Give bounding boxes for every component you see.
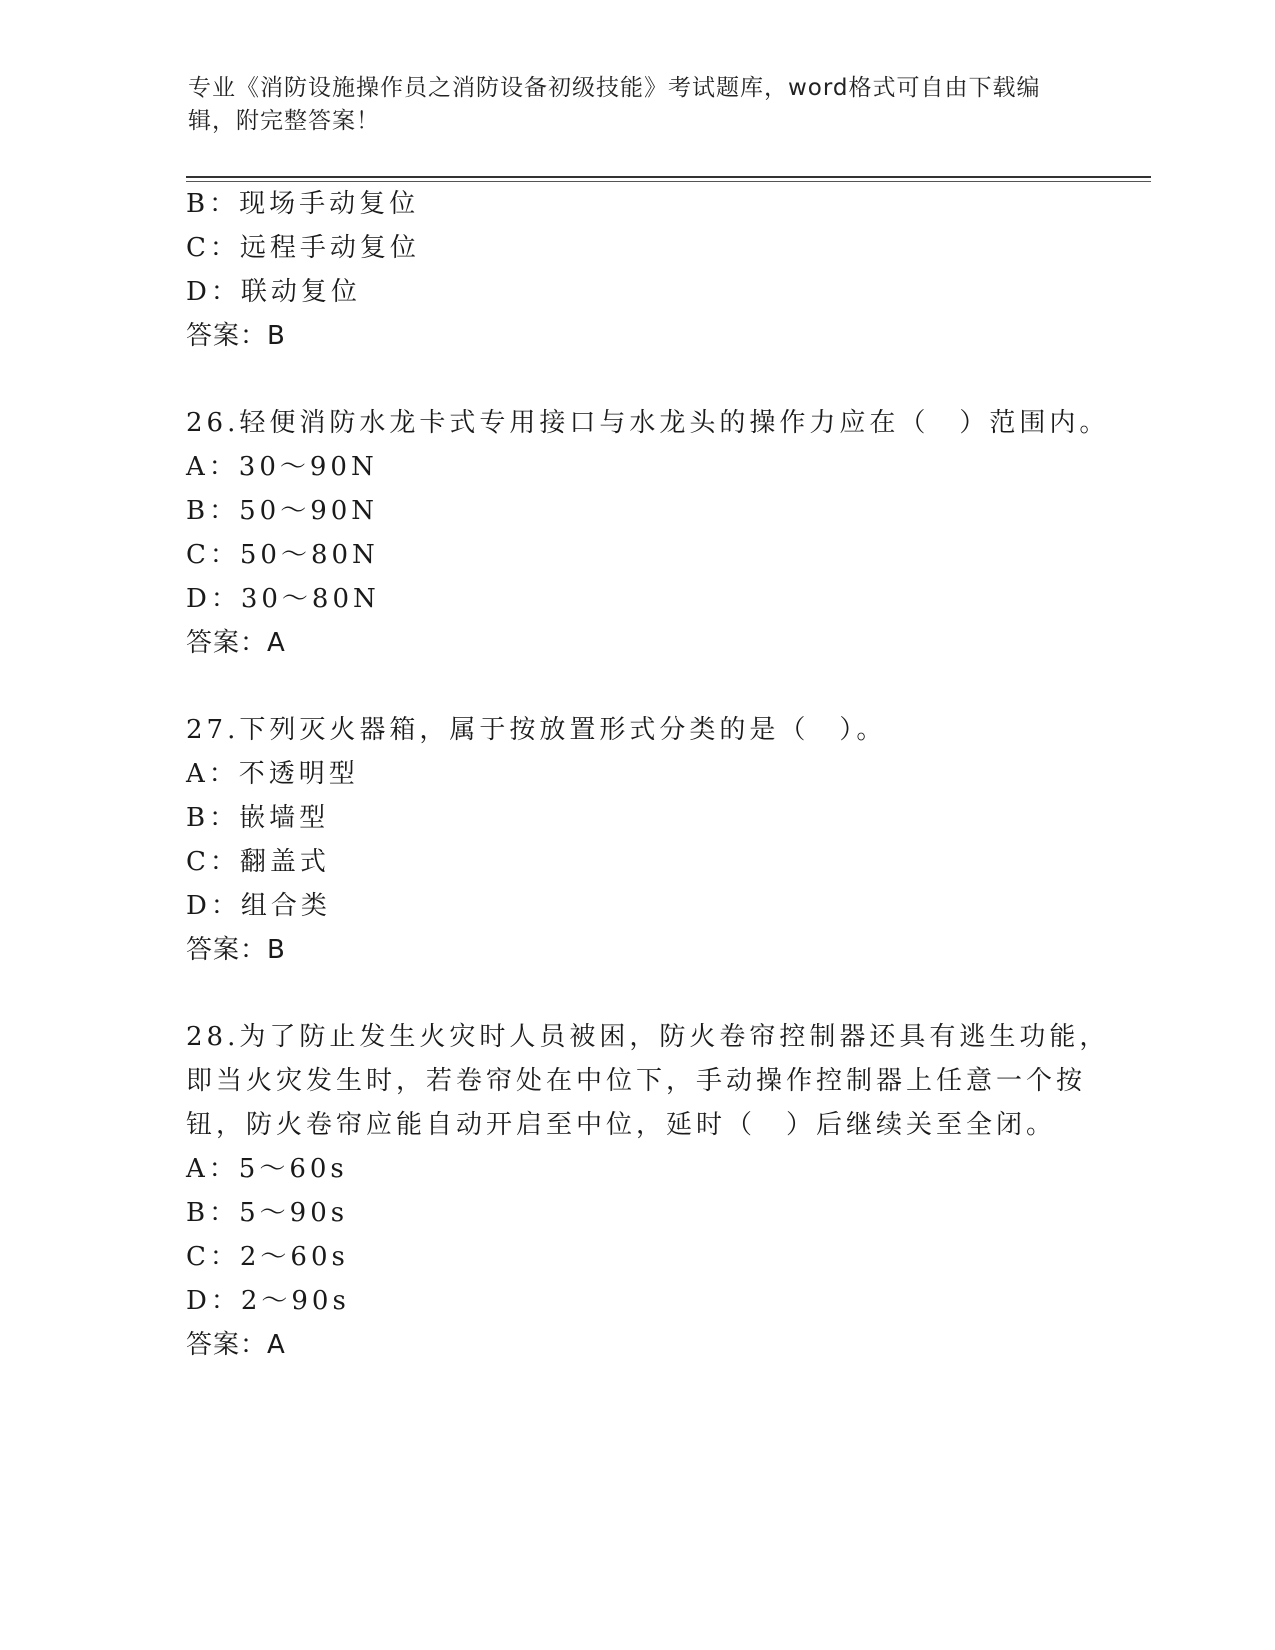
q28-option-b: B：5～90s	[186, 1198, 349, 1228]
question-26-stem: 26.轻便消防水龙卡式专用接口与水龙头的操作力应在（ ）范围内。	[186, 408, 1110, 438]
answer-line: 答案：B	[186, 321, 286, 351]
q28-option-a: A：5～60s	[186, 1154, 348, 1184]
question-28-stem-line-1: 28.为了防止发生火灾时人员被困，防火卷帘控制器还具有逃生功能，	[186, 1022, 1110, 1052]
question-27-stem: 27.下列灭火器箱，属于按放置形式分类的是（ ）。	[186, 715, 887, 745]
q28-option-c: C：2～60s	[186, 1242, 349, 1272]
q28-option-d: D：2～90s	[186, 1286, 350, 1316]
q27-option-d: D：组合类	[186, 891, 331, 921]
q26-option-b: B：50～90N	[186, 496, 379, 526]
q27-answer: 答案：B	[186, 935, 286, 965]
header-rule-thick	[186, 176, 1151, 178]
q27-option-b: B：嵌墙型	[186, 803, 330, 833]
q26-answer: 答案：A	[186, 628, 286, 658]
q27-option-c: C：翻盖式	[186, 847, 330, 877]
document-header: 专业《消防设施操作员之消防设备初级技能》考试题库，word格式可自由下载编辑，附完整答案！	[188, 75, 1041, 134]
option-b: B：现场手动复位	[186, 189, 420, 219]
q27-option-a: A：不透明型	[186, 759, 359, 789]
header-rule-thin	[186, 181, 1151, 182]
option-c: C：远程手动复位	[186, 233, 420, 263]
option-d: D：联动复位	[186, 277, 361, 307]
q26-option-d: D：30～80N	[186, 584, 380, 614]
q26-option-a: A：30～90N	[186, 452, 378, 482]
question-28-stem-line-2: 即当火灾发生时，若卷帘处在中位下，手动操作控制器上任意一个按	[186, 1066, 1087, 1096]
q26-option-c: C：50～80N	[186, 540, 379, 570]
q28-answer: 答案：A	[186, 1330, 286, 1360]
question-28-stem-line-3: 钮，防火卷帘应能自动开启至中位，延时（ ）后继续关至全闭。	[186, 1110, 1057, 1140]
